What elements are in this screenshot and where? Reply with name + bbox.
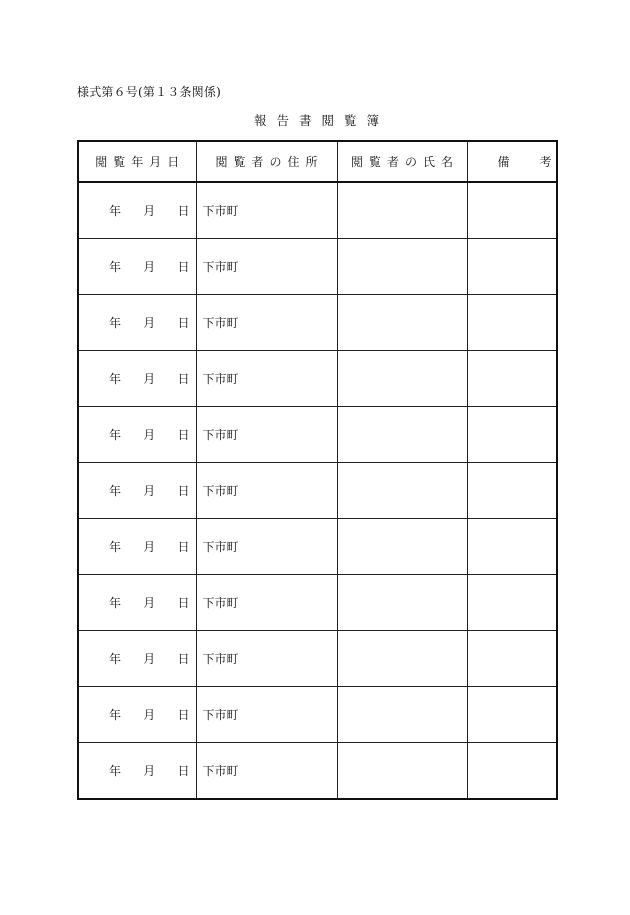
inspector-address-cell[interactable] — [196, 182, 337, 239]
form-number-label: 様式第６号(第１３条関係) — [77, 85, 221, 99]
remarks-cell[interactable] — [467, 631, 557, 687]
date-year-label: 年 — [109, 708, 122, 722]
header-inspector-address: 閲覧者の住所 — [196, 141, 337, 182]
inspector-address-cell[interactable] — [196, 463, 337, 519]
date-day-label: 日 — [177, 764, 190, 778]
inspector-name-cell[interactable] — [337, 687, 467, 743]
address-prefix: 下市町 — [202, 260, 239, 274]
date-year-label: 年 — [109, 372, 122, 386]
date-day-label: 日 — [177, 652, 190, 666]
address-prefix: 下市町 — [202, 484, 239, 498]
date-year-label: 年 — [109, 204, 122, 218]
table-row — [78, 351, 557, 407]
header-inspector-name: 閲覧者の氏名 — [337, 141, 467, 182]
date-month-label: 月 — [143, 428, 156, 442]
inspector-name-cell[interactable] — [337, 407, 467, 463]
date-parts — [79, 258, 196, 275]
inspector-address-cell[interactable] — [196, 575, 337, 631]
table-row — [78, 631, 557, 687]
date-day-label: 日 — [177, 708, 190, 722]
inspector-address-cell[interactable] — [196, 687, 337, 743]
date-month-label: 月 — [143, 540, 156, 554]
date-month-label: 月 — [143, 596, 156, 610]
inspection-date-cell[interactable] — [78, 182, 196, 239]
date-parts — [79, 762, 196, 779]
table-row — [78, 295, 557, 351]
date-year-label: 年 — [109, 484, 122, 498]
date-month-label: 月 — [143, 652, 156, 666]
inspector-name-cell[interactable] — [337, 239, 467, 295]
date-year-label: 年 — [109, 316, 122, 330]
date-parts — [79, 202, 196, 219]
date-year-label: 年 — [109, 596, 122, 610]
address-prefix: 下市町 — [202, 652, 239, 666]
inspection-date-cell[interactable] — [78, 239, 196, 295]
inspector-name-cell[interactable] — [337, 182, 467, 239]
table-row — [78, 519, 557, 575]
date-year-label: 年 — [109, 428, 122, 442]
date-day-label: 日 — [177, 540, 190, 554]
inspector-name-cell[interactable] — [337, 743, 467, 800]
table-row — [78, 463, 557, 519]
date-year-label: 年 — [109, 764, 122, 778]
date-month-label: 月 — [143, 484, 156, 498]
inspector-address-cell[interactable] — [196, 351, 337, 407]
address-prefix: 下市町 — [202, 540, 239, 554]
date-month-label: 月 — [143, 204, 156, 218]
date-day-label: 日 — [177, 596, 190, 610]
inspector-address-cell[interactable] — [196, 239, 337, 295]
address-prefix: 下市町 — [202, 708, 239, 722]
inspector-address-cell[interactable] — [196, 519, 337, 575]
date-month-label: 月 — [143, 708, 156, 722]
date-parts — [79, 594, 196, 611]
address-prefix: 下市町 — [202, 428, 239, 442]
inspection-date-cell[interactable] — [78, 519, 196, 575]
table-row — [78, 575, 557, 631]
inspection-date-cell[interactable] — [78, 295, 196, 351]
inspection-date-cell[interactable] — [78, 351, 196, 407]
date-day-label: 日 — [177, 316, 190, 330]
inspector-address-cell[interactable] — [196, 295, 337, 351]
date-parts — [79, 314, 196, 331]
date-day-label: 日 — [177, 204, 190, 218]
date-parts — [79, 706, 196, 723]
address-prefix: 下市町 — [202, 764, 239, 778]
date-month-label: 月 — [143, 316, 156, 330]
address-prefix: 下市町 — [202, 596, 239, 610]
date-year-label: 年 — [109, 540, 122, 554]
document-title: 報告書閲覧簿 — [253, 113, 389, 128]
address-prefix: 下市町 — [202, 204, 239, 218]
date-month-label: 月 — [143, 372, 156, 386]
remarks-cell[interactable] — [467, 519, 557, 575]
remarks-cell[interactable] — [467, 575, 557, 631]
date-month-label: 月 — [143, 260, 156, 274]
inspection-date-cell[interactable] — [78, 407, 196, 463]
remarks-cell[interactable] — [467, 295, 557, 351]
address-prefix: 下市町 — [202, 372, 239, 386]
inspection-date-cell[interactable] — [78, 743, 196, 800]
inspector-name-cell[interactable] — [337, 351, 467, 407]
inspector-address-cell[interactable] — [196, 631, 337, 687]
inspector-name-cell[interactable] — [337, 631, 467, 687]
date-parts — [79, 426, 196, 443]
inspector-address-cell[interactable] — [196, 743, 337, 800]
date-parts — [79, 370, 196, 387]
date-day-label: 日 — [177, 260, 190, 274]
date-day-label: 日 — [177, 428, 190, 442]
inspector-address-cell[interactable] — [196, 407, 337, 463]
table-row — [78, 239, 557, 295]
remarks-cell[interactable] — [467, 687, 557, 743]
date-month-label: 月 — [143, 764, 156, 778]
date-parts — [79, 482, 196, 499]
table-header-row — [78, 141, 557, 182]
remarks-cell[interactable] — [467, 239, 557, 295]
inspector-name-cell[interactable] — [337, 295, 467, 351]
remarks-cell[interactable] — [467, 743, 557, 800]
address-prefix: 下市町 — [202, 316, 239, 330]
date-year-label: 年 — [109, 652, 122, 666]
table-row — [78, 407, 557, 463]
date-day-label: 日 — [177, 372, 190, 386]
inspection-date-cell[interactable] — [78, 575, 196, 631]
header-inspection-date: 閲覧年月日 — [78, 141, 196, 182]
remarks-cell[interactable] — [467, 351, 557, 407]
date-parts — [79, 650, 196, 667]
inspector-name-cell[interactable] — [337, 463, 467, 519]
inspector-name-cell[interactable] — [337, 575, 467, 631]
table-row — [78, 687, 557, 743]
inspection-date-cell[interactable] — [78, 463, 196, 519]
inspection-date-cell[interactable] — [78, 631, 196, 687]
remarks-cell[interactable] — [467, 182, 557, 239]
remarks-cell[interactable] — [467, 407, 557, 463]
date-day-label: 日 — [177, 484, 190, 498]
date-parts — [79, 538, 196, 555]
table-row — [78, 743, 557, 800]
table-row — [78, 182, 557, 239]
remarks-cell[interactable] — [467, 463, 557, 519]
date-year-label: 年 — [109, 260, 122, 274]
table-body — [78, 182, 557, 799]
inspection-register-table — [77, 140, 582, 800]
header-remarks: 備考 — [467, 141, 557, 182]
inspector-name-cell[interactable] — [337, 519, 467, 575]
inspection-date-cell[interactable] — [78, 687, 196, 743]
